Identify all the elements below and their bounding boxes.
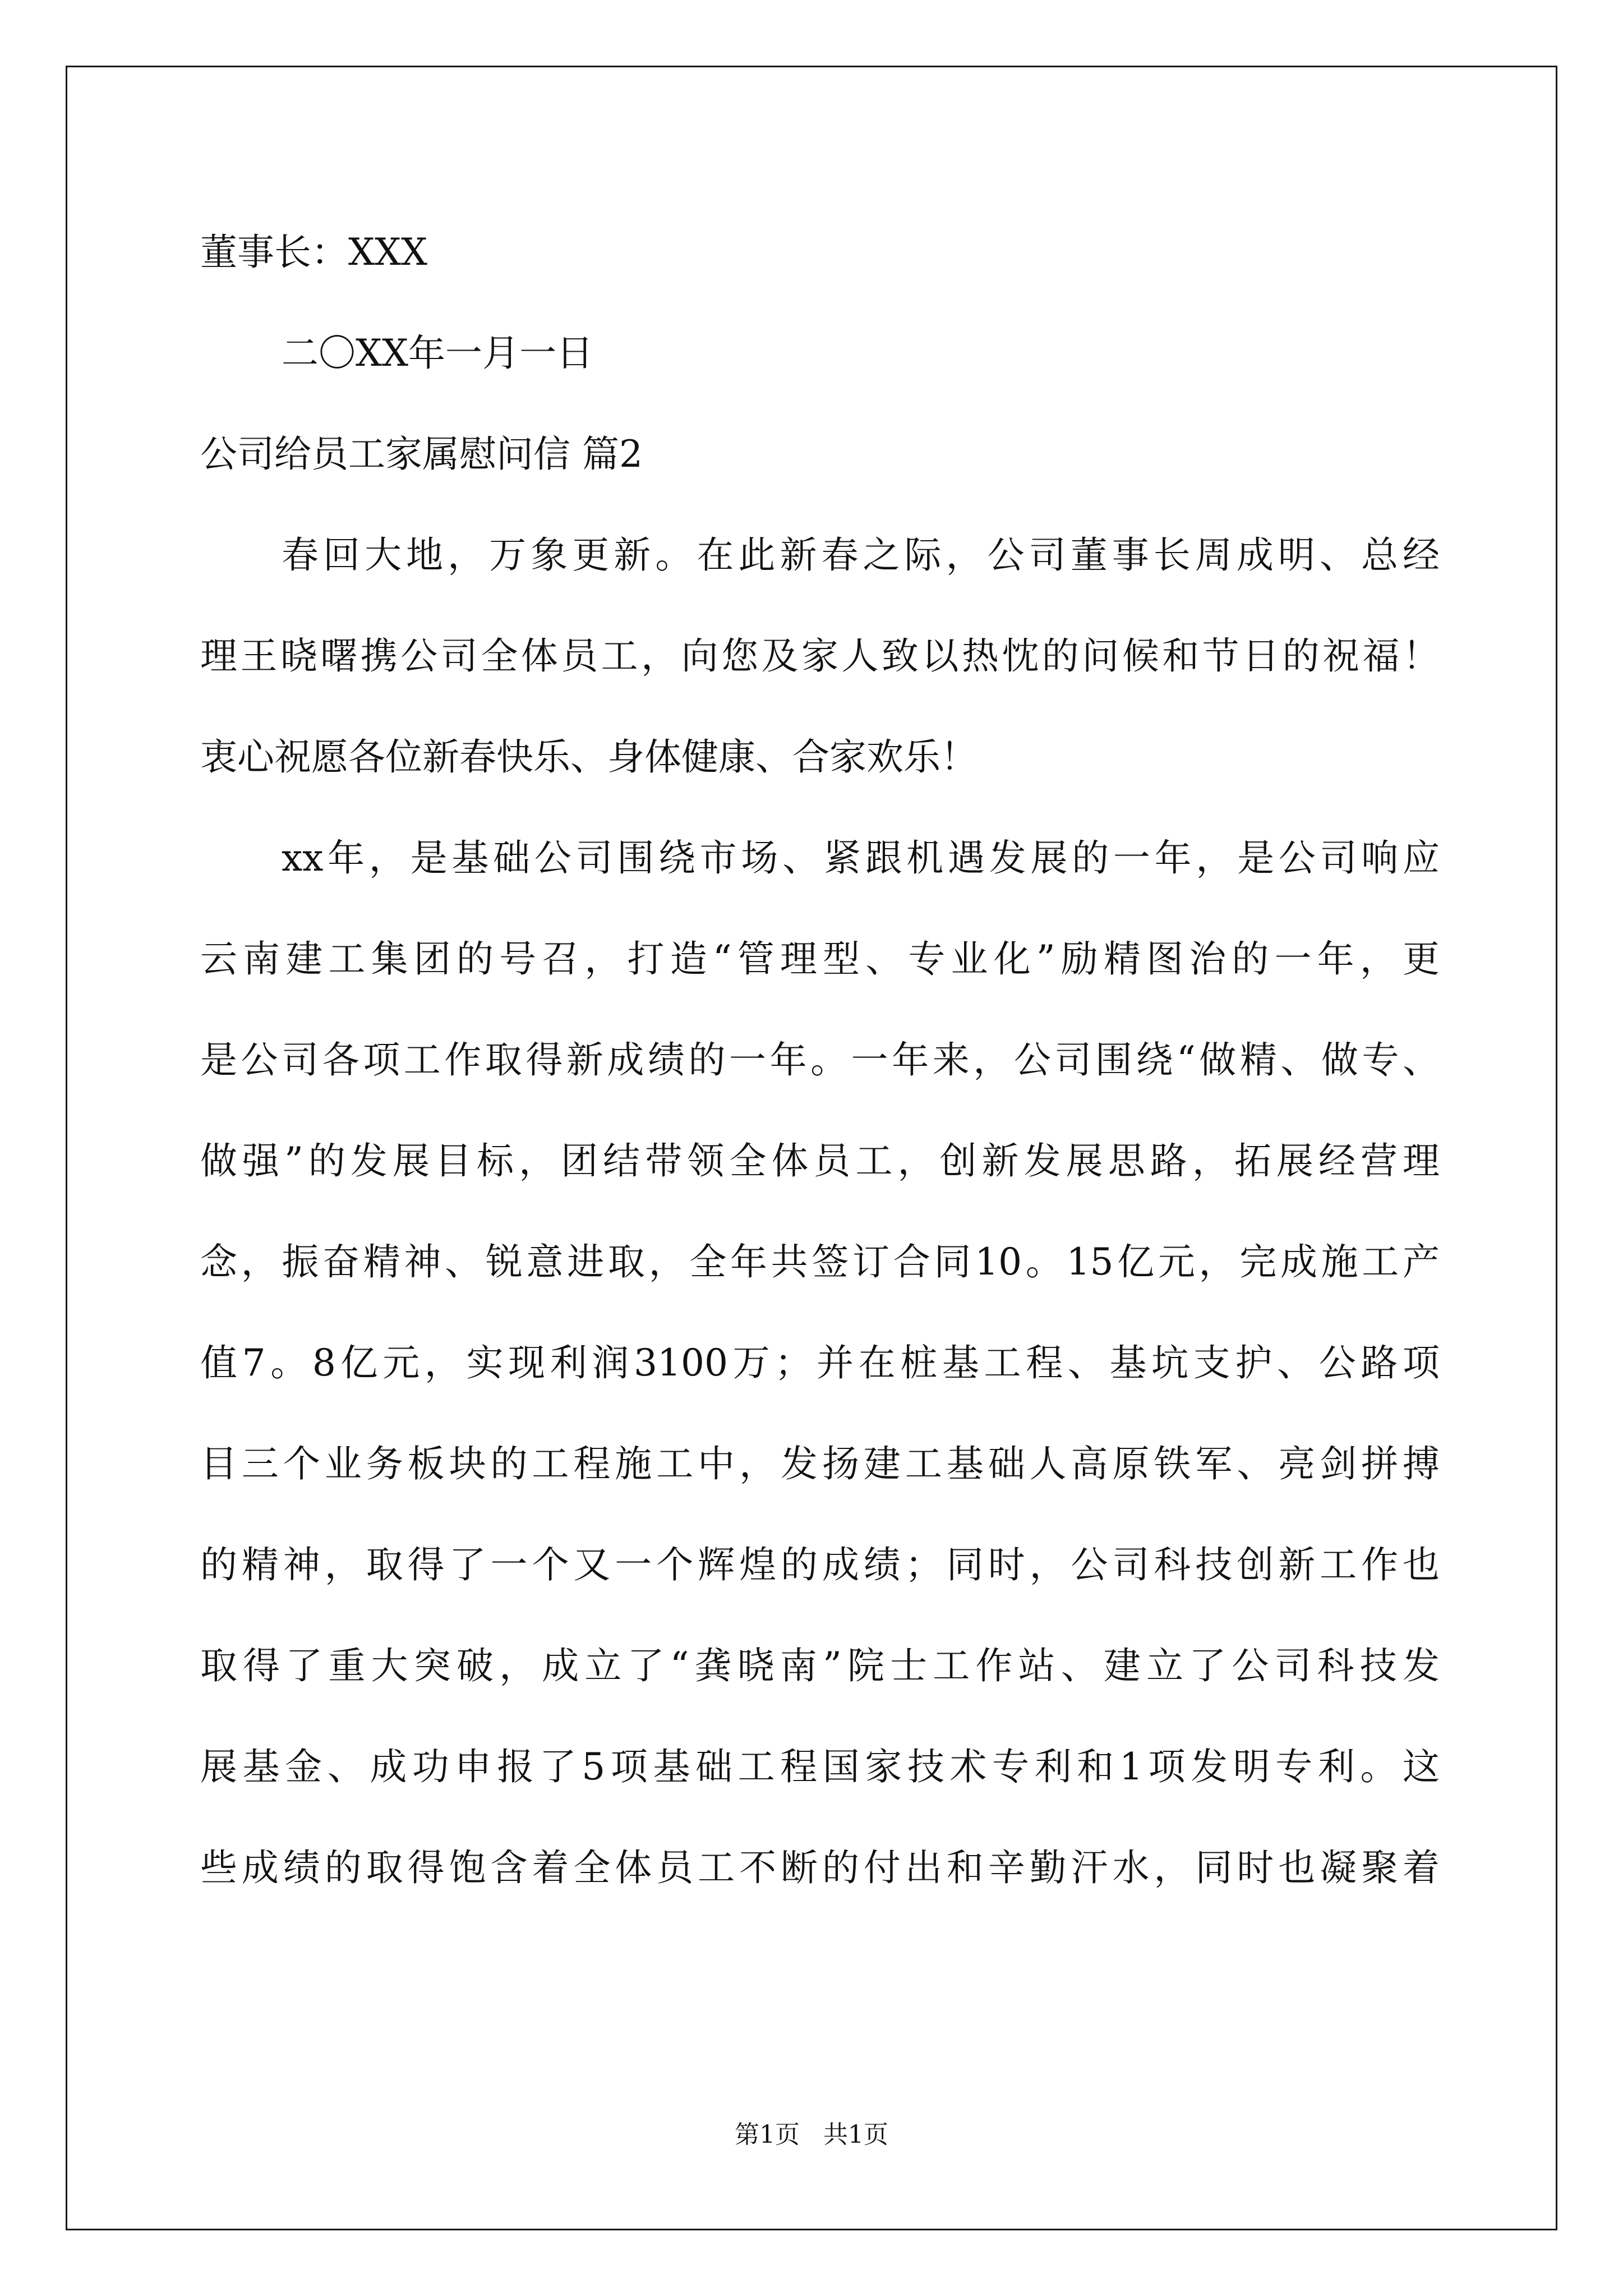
text-line: 衷心祝愿各位新春快乐、身体健康、合家欢乐！ — [200, 735, 978, 779]
text-line: 做强”的发展目标，团结带领全体员工，创新发展思路，拓展经营理 — [200, 1139, 1440, 1182]
document-body — [200, 224, 1440, 1941]
text-line: 目三个业务板块的工程施工中，发扬建工基础人高原铁军、亮剑拼搏 — [200, 1442, 1440, 1485]
date-line: 二〇XX年一月一日 — [282, 332, 593, 375]
paragraph-1 — [200, 527, 1440, 785]
text-line: 理王晓曙携公司全体员工，向您及家人致以热忱的问候和节日的祝福！ — [200, 634, 1440, 678]
signature-line: 董事长：XXX — [200, 231, 427, 274]
text-line: 展基金、成功申报了5项基础工程国家技术专利和1项发明专利。这 — [200, 1745, 1440, 1788]
text-line: xx年，是基础公司围绕市场、紧跟机遇发展的一年，是公司响应 — [282, 836, 1440, 880]
text-line: 云南建工集团的号召，打造“管理型、专业化”励精图治的一年，更 — [200, 937, 1440, 981]
paragraph-2 — [200, 830, 1440, 1896]
text-line: 是公司各项工作取得新成绩的一年。一年来，公司围绕“做精、做专、 — [200, 1038, 1440, 1082]
text-line: 念，振奋精神、锐意进取，全年共签订合同10。15亿元，完成施工产 — [200, 1240, 1440, 1283]
text-line: 值7。8亿元，实现利润3100万；并在桩基工程、基坑支护、公路项 — [200, 1341, 1440, 1384]
text-line: 些成绩的取得饱含着全体员工不断的付出和辛勤汗水，同时也凝聚着 — [200, 1846, 1440, 1889]
section-heading: 公司给员工家属慰问信 篇2 — [200, 432, 643, 476]
text-line: 取得了重大突破，成立了“龚晓南”院士工作站、建立了公司科技发 — [200, 1644, 1440, 1687]
text-line: 春回大地，万象更新。在此新春之际，公司董事长周成明、总经 — [282, 533, 1440, 577]
page-number: 第1页 共1页 — [735, 2120, 888, 2149]
text-line: 的精神，取得了一个又一个辉煌的成绩；同时，公司科技创新工作也 — [200, 1543, 1440, 1586]
